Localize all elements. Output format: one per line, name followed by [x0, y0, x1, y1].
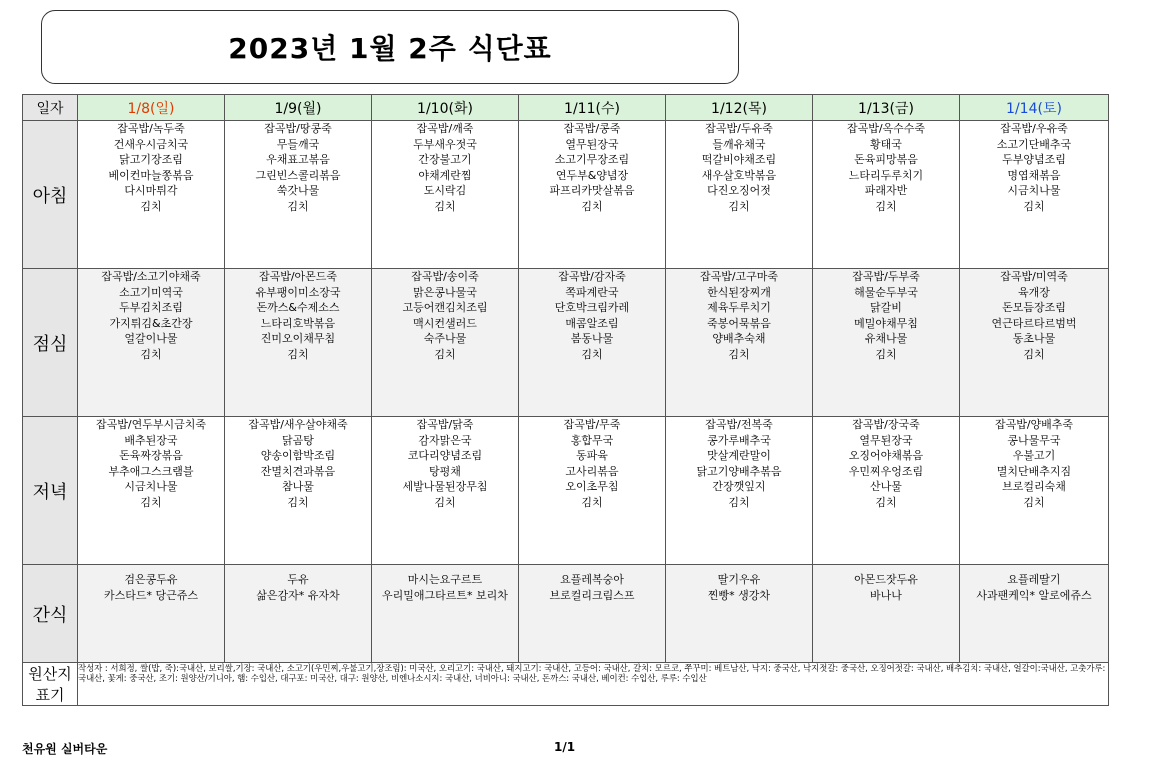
menu-item: 맑은콩나물국	[413, 285, 477, 299]
menu-item: 죽봉어묵볶음	[707, 316, 771, 330]
menu-cell	[519, 269, 666, 417]
menu-item: 마시는요구르트	[407, 573, 483, 586]
menu-cell	[960, 269, 1109, 417]
menu-item: 매콤알조림	[565, 316, 619, 330]
menu-item: 다진오징어젓	[707, 184, 771, 198]
menu-item: 그린빈스콜리볶음	[255, 168, 341, 182]
menu-item: 유부팽이미소장국	[255, 285, 341, 299]
menu-item: 쪽파계란국	[565, 285, 619, 299]
menu-item: 김치	[434, 495, 456, 509]
menu-item: 오이초무침	[565, 480, 619, 494]
menu-item: 딸기우유	[717, 573, 761, 586]
menu-item: 잡곡밥/아몬드죽	[258, 270, 338, 283]
menu-item: 두부김치조림	[119, 301, 183, 315]
menu-cell	[372, 269, 519, 417]
menu-item: 브로컬리크림스프	[549, 588, 635, 602]
footer-organization: 천유원 실버타운	[22, 742, 108, 756]
menu-cell	[960, 417, 1109, 565]
day-header: 1/13(금)	[813, 95, 960, 121]
menu-item: 김치	[140, 347, 162, 361]
menu-item: 시금치나물	[124, 480, 178, 494]
menu-item: 탕평채	[429, 464, 461, 478]
menu-item: 시금치나물	[1007, 184, 1061, 198]
menu-item: 잡곡밥/장국죽	[852, 418, 920, 431]
menu-item: 잡곡밥/우유죽	[1000, 122, 1068, 135]
menu-cell	[78, 269, 225, 417]
menu-cell	[78, 417, 225, 565]
menu-cell	[372, 565, 519, 663]
menu-item: 간장깻잎지	[712, 480, 766, 494]
menu-item: 잡곡밥/닭죽	[416, 418, 474, 431]
menu-item: 다시마튀각	[124, 184, 178, 198]
menu-cell	[225, 121, 372, 269]
menu-item: 잡곡밥/감자죽	[558, 270, 626, 283]
day-header: 1/8(일)	[78, 95, 225, 121]
menu-table	[22, 94, 1109, 706]
menu-item: 김치	[1023, 347, 1045, 361]
menu-item: 소고기미역국	[119, 285, 183, 299]
menu-item: 오징어야채볶음	[848, 449, 924, 463]
menu-item: 바나나	[870, 588, 902, 602]
menu-item: 김치	[875, 199, 897, 213]
menu-item: 떡갈비야채조림	[701, 153, 777, 167]
menu-cell	[666, 417, 813, 565]
menu-item: 우민찌우엉조림	[848, 464, 924, 478]
menu-item: 잡곡밥/옥수수죽	[846, 122, 926, 135]
meal-label: 점심	[23, 269, 78, 417]
menu-item: 닭고기양배추볶음	[696, 464, 782, 478]
menu-item: 진미오이채무침	[260, 332, 336, 346]
menu-item: 열무된장국	[859, 433, 913, 447]
menu-item: 잡곡밥/고구마죽	[699, 270, 779, 283]
menu-cell	[225, 269, 372, 417]
meal-row	[23, 269, 1109, 417]
menu-item: 맛살계란말이	[707, 449, 771, 463]
menu-item: 김치	[1023, 199, 1045, 213]
menu-cell	[519, 121, 666, 269]
menu-item: 잡곡밥/녹두죽	[117, 122, 185, 135]
menu-item: 배추된장국	[124, 433, 178, 447]
menu-cell	[519, 417, 666, 565]
menu-item: 연근타르타르범벅	[991, 316, 1077, 330]
menu-cell	[666, 269, 813, 417]
menu-item: 잡곡밥/미역죽	[1000, 270, 1068, 283]
menu-item: 김치	[287, 495, 309, 509]
menu-item: 양송이함박조림	[260, 449, 336, 463]
day-header: 1/9(월)	[225, 95, 372, 121]
menu-item: 명엽채볶음	[1007, 168, 1061, 182]
menu-item: 우불고기	[1012, 449, 1056, 463]
menu-item: 잡곡밥/두유죽	[705, 122, 773, 135]
menu-item: 봄동나물	[570, 332, 614, 346]
menu-item: 코다리양념조림	[407, 449, 483, 463]
menu-item: 닭갈비	[870, 301, 902, 315]
meal-label: 간식	[23, 565, 78, 663]
menu-item: 가지튀김&초간장	[109, 316, 193, 330]
menu-item: 맥시컨샐러드	[413, 316, 477, 330]
menu-cell	[78, 565, 225, 663]
menu-item: 찐빵* 생강차	[707, 588, 771, 602]
menu-item: 느타리호박볶음	[260, 316, 336, 330]
menu-cell	[666, 121, 813, 269]
menu-item: 김치	[581, 199, 603, 213]
menu-item: 파래자반	[864, 184, 908, 198]
menu-item: 김치	[581, 495, 603, 509]
day-header: 1/12(목)	[666, 95, 813, 121]
menu-item: 소고기단배추국	[996, 137, 1072, 151]
menu-cell	[666, 565, 813, 663]
menu-item: 잡곡밥/두부죽	[852, 270, 920, 283]
menu-cell	[225, 565, 372, 663]
menu-item: 돈육짜장볶음	[119, 449, 183, 463]
menu-cell	[813, 121, 960, 269]
menu-cell	[960, 121, 1109, 269]
menu-cell	[78, 121, 225, 269]
menu-item: 부추애그스크램블	[108, 464, 194, 478]
menu-item: 김치	[875, 347, 897, 361]
menu-item: 잡곡밥/전복죽	[705, 418, 773, 431]
menu-cell	[813, 417, 960, 565]
menu-item: 세발나물된장무침	[402, 480, 488, 494]
menu-item: 야채계란찜	[418, 168, 472, 182]
menu-item: 두유	[287, 573, 309, 586]
menu-item: 감자맑은국	[418, 433, 472, 447]
menu-item: 김치	[140, 495, 162, 509]
menu-item: 고등어캔김치조림	[402, 301, 488, 315]
menu-item: 김치	[434, 199, 456, 213]
menu-item: 느타리두루치기	[848, 168, 924, 182]
menu-item: 김치	[287, 199, 309, 213]
header-row	[23, 95, 1109, 121]
menu-item: 얼갈이나물	[124, 332, 178, 346]
menu-item: 잡곡밥/땅콩죽	[264, 122, 332, 135]
menu-item: 파프리카맛살볶음	[549, 184, 635, 198]
menu-item: 도시락김	[423, 184, 467, 198]
page-title: 2023년 1월 2주 식단표	[228, 32, 552, 65]
footer-page-number: 1/1	[554, 740, 576, 754]
day-header: 1/10(화)	[372, 95, 519, 121]
menu-item: 우채표고볶음	[266, 153, 330, 167]
meal-label: 저녁	[23, 417, 78, 565]
origin-text: 작성자 : 서희정, 쌀(밥, 죽):국내산, 보리쌀,기장: 국내산, 소고기(우민찌,우불고기,장조림): 미국산, 오리고기: 국내산, 돼지고기: 국내산, 고등어: 국내산, 갈치: 모르코, 쭈꾸미: 베트남산, 낙지: 중국산, 낙지젓갈: 중국산, 오징어젓갈: 국내산, 배추김치: 국내산, 얼갈이:국내산, 고춧가루: 국내산, 꽃게: 중국산, 조기: 원양산/기니아, 햄: 수입산, 대구포: 미국산, 대구: 원양산, 비엔나소시지: 국내산, 너비아니: 국내산, 돈까스: 국내산, 베이컨: 수입산, 루루: 수입산	[78, 663, 1109, 706]
menu-cell	[225, 417, 372, 565]
menu-item: 육개장	[1018, 285, 1050, 299]
menu-item: 황태국	[870, 137, 902, 151]
menu-item: 단호박크림카레	[554, 301, 630, 315]
menu-item: 연두부&양념장	[555, 168, 629, 182]
menu-item: 잡곡밥/송이죽	[411, 270, 479, 283]
menu-item: 산나물	[870, 480, 902, 494]
menu-item: 잡곡밥/콩죽	[563, 122, 621, 135]
menu-item: 우리밀애그타르트* 보리차	[382, 588, 508, 602]
menu-item: 콩가루배추국	[707, 433, 771, 447]
menu-cell	[372, 121, 519, 269]
menu-item: 잔멸치견과볶음	[260, 464, 336, 478]
menu-item: 김치	[287, 347, 309, 361]
menu-item: 김치	[728, 199, 750, 213]
origin-row	[23, 663, 1109, 706]
menu-item: 메밀야채무침	[854, 316, 918, 330]
meal-row	[23, 565, 1109, 663]
menu-item: 검은콩두유	[124, 573, 178, 586]
day-header: 1/14(토)	[960, 95, 1109, 121]
menu-cell	[372, 417, 519, 565]
menu-item: 동파육	[576, 449, 608, 463]
menu-item: 두부양념조림	[1002, 153, 1066, 167]
menu-item: 잡곡밥/양배추죽	[994, 418, 1074, 431]
meal-row	[23, 417, 1109, 565]
menu-item: 유채나물	[864, 332, 908, 346]
menu-cell	[813, 565, 960, 663]
menu-item: 참나물	[282, 480, 314, 494]
menu-item: 김치	[875, 495, 897, 509]
menu-item: 홍합무국	[570, 433, 614, 447]
menu-item: 베이컨마늘쫑볶음	[108, 168, 194, 182]
menu-item: 숙주나물	[423, 332, 467, 346]
menu-item: 김치	[728, 495, 750, 509]
menu-item: 쑥갓나물	[276, 184, 320, 198]
menu-item: 아몬드잣두유	[854, 573, 918, 586]
menu-item: 무들깨국	[276, 137, 320, 151]
menu-item: 잡곡밥/연두부시금치죽	[96, 418, 206, 431]
menu-item: 김치	[581, 347, 603, 361]
menu-item: 돈모듬장조림	[1002, 301, 1066, 315]
title-box	[41, 10, 739, 84]
menu-item: 새우살호박볶음	[701, 168, 777, 182]
meal-row	[23, 121, 1109, 269]
menu-cell	[519, 565, 666, 663]
menu-item: 카스타드* 당근쥬스	[103, 588, 198, 602]
menu-item: 잡곡밥/무죽	[563, 418, 621, 431]
menu-item: 해물순두부국	[854, 285, 918, 299]
menu-item: 요플레딸기	[1007, 573, 1061, 586]
menu-item: 건새우시금치국	[113, 137, 189, 151]
origin-label: 원산지 표기	[23, 663, 78, 706]
menu-item: 닭고기장조림	[119, 153, 183, 167]
day-header: 1/11(수)	[519, 95, 666, 121]
menu-item: 잡곡밥/깨죽	[416, 122, 474, 135]
meal-label: 아침	[23, 121, 78, 269]
menu-item: 제육두루치기	[707, 301, 771, 315]
date-header-label: 일자	[23, 95, 78, 121]
menu-item: 잡곡밥/소고기야채죽	[101, 270, 201, 283]
menu-item: 동초나물	[1012, 332, 1056, 346]
menu-item: 콩나물무국	[1007, 433, 1061, 447]
menu-item: 들깨유채국	[712, 137, 766, 151]
menu-item: 잡곡밥/새우살야채죽	[248, 418, 348, 431]
menu-item: 멸치단배추지짐	[996, 464, 1072, 478]
menu-item: 돈육피망볶음	[854, 153, 918, 167]
menu-item: 김치	[434, 347, 456, 361]
menu-item: 김치	[1023, 495, 1045, 509]
menu-cell	[960, 565, 1109, 663]
menu-item: 간장불고기	[418, 153, 472, 167]
menu-item: 양배추숙채	[712, 332, 766, 346]
menu-item: 고사리볶음	[565, 464, 619, 478]
menu-item: 돈까스&수제소스	[256, 301, 340, 315]
menu-item: 닭곰탕	[282, 433, 314, 447]
menu-item: 열무된장국	[565, 137, 619, 151]
menu-item: 두부새우젓국	[413, 137, 477, 151]
menu-item: 김치	[728, 347, 750, 361]
menu-item: 김치	[140, 199, 162, 213]
menu-item: 사과팬케익* 알로에쥬스	[976, 588, 1092, 602]
menu-item: 삶은감자* 유자차	[256, 588, 340, 602]
menu-item: 한식된장찌개	[707, 285, 771, 299]
menu-item: 요플레복숭아	[560, 573, 624, 586]
menu-cell	[813, 269, 960, 417]
menu-item: 브로컬리숙채	[1002, 480, 1066, 494]
menu-item: 소고기무장조림	[554, 153, 630, 167]
